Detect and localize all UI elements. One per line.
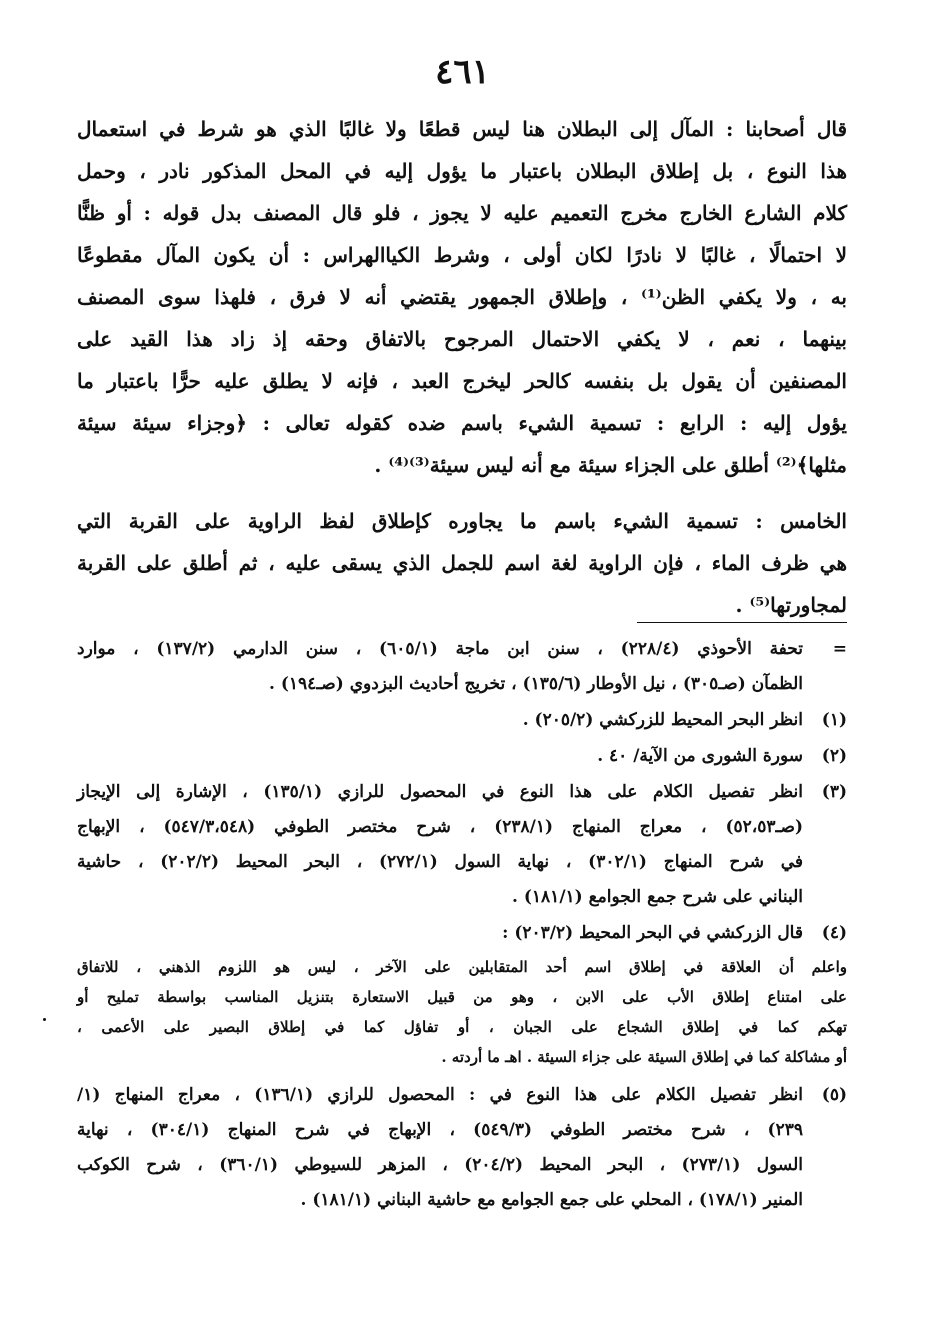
footnote-line: سورة الشورى من الآية/ ٤٠ .	[597, 746, 803, 766]
text-line: يؤول إليه : الرابع : تسمية الشيء باسم ضده كقوله تعالى : ﴿وجزاء سيئة سيئة	[77, 411, 847, 435]
text-line: قال أصحابنا : المآل إلى البطلان هنا ليس قطعًا ولا غالبًا الذي هو شرط في استعمال	[77, 117, 847, 141]
text-line: هي ظرف الماء ، فإن الراوية لغة اسم للجمل الذي يسقى عليه ، ثم أطلق على القربة	[77, 551, 847, 575]
quote-line: تهكم كما في إطلاق الشجاع على الجبان ، أو تفاؤل كما في إطلاق البصير على الأعمى ،	[77, 1018, 847, 1036]
quote-line: أو مشاكلة كما في إطلاق السيئة على جزاء السيئة . اهـ ما أردته .	[441, 1048, 847, 1066]
quote-line: واعلم أن العلاقة في إطلاق اسم أحد المتقابلين على الآخر ، ليس هو اللزوم الذهني ، للاتفاق	[77, 958, 847, 976]
page-number: ٤٦١	[435, 52, 490, 92]
footnote-1	[77, 703, 847, 738]
footnote-2	[77, 739, 847, 774]
scan-speck	[43, 1018, 46, 1021]
footnote-5	[77, 1078, 847, 1218]
text-line: الخامس : تسمية الشيء باسم ما يجاوره كإطلاق لفظ الراوية على القربة التي	[77, 509, 847, 533]
footnote-marker: =	[832, 639, 847, 659]
text-line: هذا النوع ، بل إطلاق البطلان باعتبار ما يؤول إليه في المحل المذكور نادر ، وحمل	[77, 159, 847, 183]
footnote-3	[77, 775, 847, 915]
footnote-marker: (٢)	[821, 746, 847, 766]
footnote-marker: (٤)	[821, 923, 847, 943]
footnote-quote	[77, 952, 847, 1072]
footnote-line: في شرح المنهاج (٣٠٢/١) ، نهاية السول (٢٧٢/١) ، البحر المحيط (٢٠٢/٢) ، حاشية	[77, 852, 804, 872]
footnote-line: تحفة الأحوذي (٢٢٨/٤) ، سنن ابن ماجة (٦٠٥/١) ، سنن الدارمي (١٣٧/٢) ، موارد	[77, 639, 803, 659]
footnote-line: الظمآن (صـ٣٠٥) ، نيل الأوطار (١٣٥/٦) ، تخريج أحاديث البزدوي (صـ١٩٤) .	[269, 674, 803, 694]
text-line: مثلها﴾⁽²⁾ أطلق على الجزاء سيئة مع أنه ليس سيئة⁽³⁾⁽⁴⁾ .	[374, 453, 847, 477]
footnote-4	[77, 916, 847, 951]
footnote-separator	[637, 622, 847, 623]
footnote-marker: (١)	[821, 710, 847, 730]
quote-line: على امتناع إطلاق الأب على الابن ، وهو من قبيل الاستعارة بتنزيل المناسب بواسطة تمليح أو	[77, 988, 847, 1006]
footnote-line: انظر تفصيل الكلام على هذا النوع في المحصول للرازي (١٣٥/١) ، الإشارة إلى الإيجاز	[77, 782, 803, 802]
text-line: به ، ولا يكفي الظن⁽¹⁾ ، وإطلاق الجمهور يقتضي أنه لا فرق ، فلهذا سوى المصنف	[77, 285, 848, 309]
footnote-line: انظر تفصيل الكلام على هذا النوع في : المحصول للرازي (١٣٦/١) ، معراج المنهاج (١/	[77, 1085, 804, 1105]
footnote-line: السول (٢٧٣/١) ، البحر المحيط (٢٠٤/٢) ، المزهر للسيوطي (٣٦٠/١) ، شرح الكوكب	[77, 1155, 804, 1175]
paragraph-gap	[77, 486, 847, 500]
footnote-line: ٢٣٩) ، شرح مختصر الطوفي (٥٤٩/٣) ، الإبهاج في شرح المنهاج (٣٠٤/١) ، نهاية	[77, 1120, 803, 1140]
footnote-marker: (٣)	[821, 782, 847, 802]
footnote-line: البناني على شرح جمع الجوامع (١٨١/١) .	[512, 887, 803, 907]
text-line: كلام الشارع الخارج مخرج التعميم عليه لا يجوز ، فلو قال المصنف بدل قوله : أو ظنًّا	[77, 201, 847, 225]
main-text	[77, 108, 847, 626]
text-line: لمجاورتها⁽⁵⁾ .	[735, 593, 847, 617]
footnote-line: المنير (١٧٨/١) ، المحلي على جمع الجوامع مع حاشية البناني (١٨١/١) .	[300, 1190, 803, 1210]
footnotes	[77, 632, 847, 1219]
text-line: لا احتمالًا ، غالبًا لا نادرًا لكان أولى ، وشرط الكياالهراس : أن يكون المآل مقطوعًا	[77, 243, 847, 267]
footnote-line: قال الزركشي في البحر المحيط (٢٠٣/٢) :	[502, 923, 803, 943]
text-line: بينهما ، نعم ، لا يكفي الاحتمال المرجوح بالاتفاق وحقه إذ زاد هذا القيد على	[77, 327, 847, 351]
text-line: المصنفين أن يقول بل بنفسه كالحر ليخرج العبد ، فإنه لا يطلق عليه حرًّا باعتبار ما	[77, 369, 847, 393]
footnote-continued	[77, 632, 847, 702]
footnote-line: (صـ٥٢،٥٣) ، معراج المنهاج (٢٣٨/١) ، شرح مختصر الطوفي (٥٤٧/٣،٥٤٨) ، الإبهاج	[77, 817, 803, 837]
footnote-marker: (٥)	[821, 1085, 847, 1105]
footnote-line: انظر البحر المحيط للزركشي (٢٠٥/٢) .	[522, 710, 803, 730]
